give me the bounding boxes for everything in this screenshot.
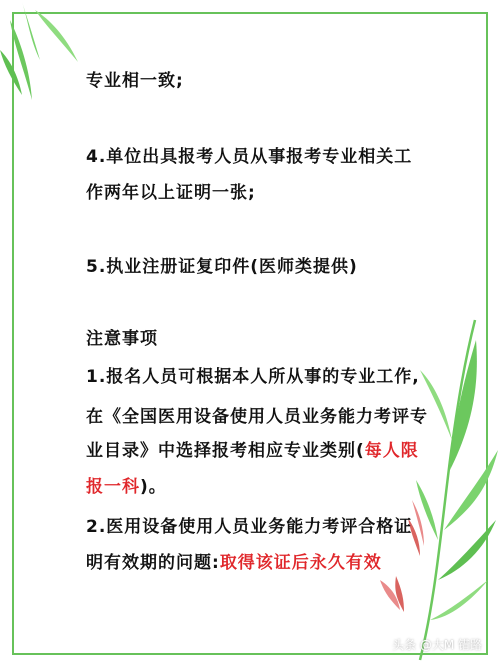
text-line xyxy=(86,436,419,461)
highlight-text: 每人限 xyxy=(364,441,419,461)
section-heading: 注意事项 xyxy=(86,329,158,349)
text-line: 在《全国医用设备使用人员业务能力考评专 xyxy=(86,407,428,427)
text-line: 专业相一致; xyxy=(86,71,184,91)
text-line: 4.单位出具报考人员从事报考专业相关工 xyxy=(86,147,413,167)
text-line xyxy=(86,472,167,497)
text-segment: )。 xyxy=(140,477,167,497)
text-line: 1.报名人员可根据本人所从事的专业工作, xyxy=(86,367,420,387)
watermark: 头条 @大M 错路 xyxy=(392,638,482,652)
text-segment: 明有效期的问题: xyxy=(86,553,220,573)
flower-branch-bottom-right xyxy=(380,300,500,667)
highlight-text: 取得该证后永久有效 xyxy=(219,553,382,573)
text-segment: 业目录》中选择报考相应专业类别( xyxy=(86,441,365,461)
text-line: 5.执业注册证复印件(医师类提供) xyxy=(86,257,358,277)
bamboo-leaves-top-left xyxy=(0,0,90,110)
highlight-text: 报一科 xyxy=(86,477,140,497)
text-line: 2.医用设备使用人员业务能力考评合格证 xyxy=(86,517,413,537)
text-line: 作两年以上证明一张; xyxy=(86,183,256,203)
text-line xyxy=(86,548,382,573)
